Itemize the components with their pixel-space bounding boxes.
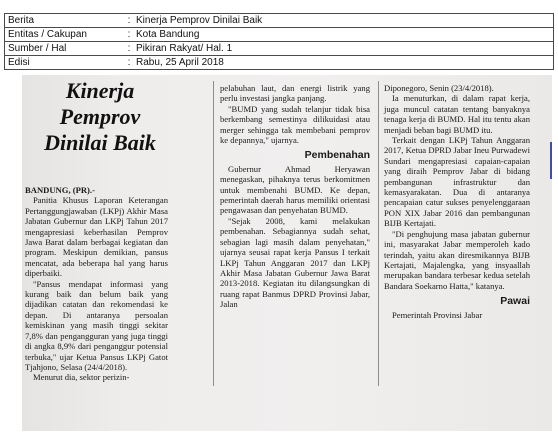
subheading: Pembenahan <box>304 149 370 162</box>
meta-key: Sumber / Hal <box>5 42 127 56</box>
paragraph: "Di penghujung masa jabatan gubernur ini, masyarakat Jabar memperoleh kado terindah, yaitu akan diresmikannya BIJB Kertajati, Majalengka, yang insyaallah merupakan bandara terbesar kedua setelah Bandara Soekarno Hatta," katanya. <box>384 228 530 291</box>
meta-value: Pikiran Rakyat/ Hal. 1 <box>132 42 554 56</box>
paragraph: "BUMD yang sudah telanjur tidak bisa berkembang semestinya dilikuidasi atau merger sehingga tak membebani pemprov ke depannya," ujarnya. <box>220 103 370 146</box>
paragraph: Pemerintah Provinsi Jabar <box>392 309 483 320</box>
paragraph: Diponegoro, Senin (23/4/2018). <box>384 83 494 93</box>
column-divider <box>378 81 379 386</box>
paragraph: Gubernur Ahmad Heryawan menegaskan, pihaknya terus berkomitmen untuk membenahi BUMD. Ke depan, pemerintah daerah harus memiliki orientasi pengawasan dan penyehatan BUMD. <box>220 163 370 216</box>
meta-value: Kota Bandung <box>132 28 554 42</box>
scan-mark <box>550 142 552 179</box>
paragraph: Ia menuturkan, di dalam rapat kerja, juga muncul catatan tentang banyaknya tenaga kerja di BUMD. Hal itu tentu akan menjadi beban bagi BUMD itu. <box>384 93 530 135</box>
meta-value: Rabu, 25 April 2018 <box>132 56 554 70</box>
paragraph: Panitia Khusus Laporan Keterangan Pertanggungjawaban (LKPj) Akhir Masa Jabatan Gubernur dan LKPj Tahun 2017 mengapresiasi keberhasilan Pemprov Jawa Barat dalam berbagai kegiatan dan program. Meskipun demikian, pansus mencatat, ada beberapa hal yang harus diperbaiki. <box>25 195 168 279</box>
article-headline: Kinerja Pemprov Dinilai Baik <box>44 78 156 155</box>
meta-row-edisi <box>5 56 554 70</box>
meta-key: Berita <box>5 14 127 28</box>
meta-colon: : <box>127 15 131 26</box>
meta-row-sumber <box>5 42 554 56</box>
article-column-3 <box>384 83 530 320</box>
newspaper-clipping <box>22 75 552 431</box>
meta-row-berita <box>5 14 554 28</box>
paragraph: "Pansus mendapat informasi yang kurang baik dan belum baik yang dijadikan catatan dan rekomendasi ke depan. Di antaranya persoalan kemiskinan yang masih tinggi sekitar 7,8% dan pengangguran yang juga tinggi di angka 8,9% dari penganggur potensial terbuka," ujar Ketua Pansus LKPj Gatot Tjahjono, Selasa (24/4/2018). <box>25 278 168 372</box>
meta-key: Edisi <box>5 56 127 70</box>
meta-value: Kinerja Pemprov Dinilai Baik <box>132 14 554 28</box>
dateline: BANDUNG, (PR).- <box>25 185 95 195</box>
meta-colon: : <box>127 57 131 68</box>
paragraph: Menurut dia, sektor perizin- <box>33 372 130 383</box>
meta-row-entitas <box>5 28 554 42</box>
paragraph: Terkait dengan LKPj Tahun Anggaran 2017, Ketua DPRD Jabar Ineu Purwadewi Sundari mengapresiasi capaian-capaian yang diraih Pemprov Jabar di bidang pembangunan infrastruktur dan kemasyarakatan. Dua di antaranya pencapaian catur sukses penyelenggaraan PON XIX Jabar 2016 dan pembangunan BIJB Kertajati. <box>384 135 530 229</box>
article-column-2 <box>220 83 370 310</box>
meta-key: Entitas / Cakupan <box>5 28 127 42</box>
article-column-1 <box>25 185 168 383</box>
metadata-table <box>4 13 554 70</box>
column-divider <box>213 81 214 386</box>
paragraph: "Sejak 2008, kami melakukan pembenahan. Sebagiannya sudah sehat, sebagian lagi masih dalam penyehatan," ujarnya seusai rapat kerja Pansus I terkait LKPj Tahun Anggaran 2017 dan LKPj Akhir Masa Jabatan Gubernur Jawa Barat 2013-2018. Kegiatan itu dilangsungkan di ruang rapat Banmus DPRD Provinsi Jabar, Jalan <box>220 215 370 310</box>
meta-colon: : <box>127 29 131 40</box>
paragraph: pelabuhan laut, dan energi listrik yang perlu investasi jangka panjang. <box>220 83 370 104</box>
subheading: Pawai <box>500 295 530 308</box>
meta-colon: : <box>127 43 131 54</box>
